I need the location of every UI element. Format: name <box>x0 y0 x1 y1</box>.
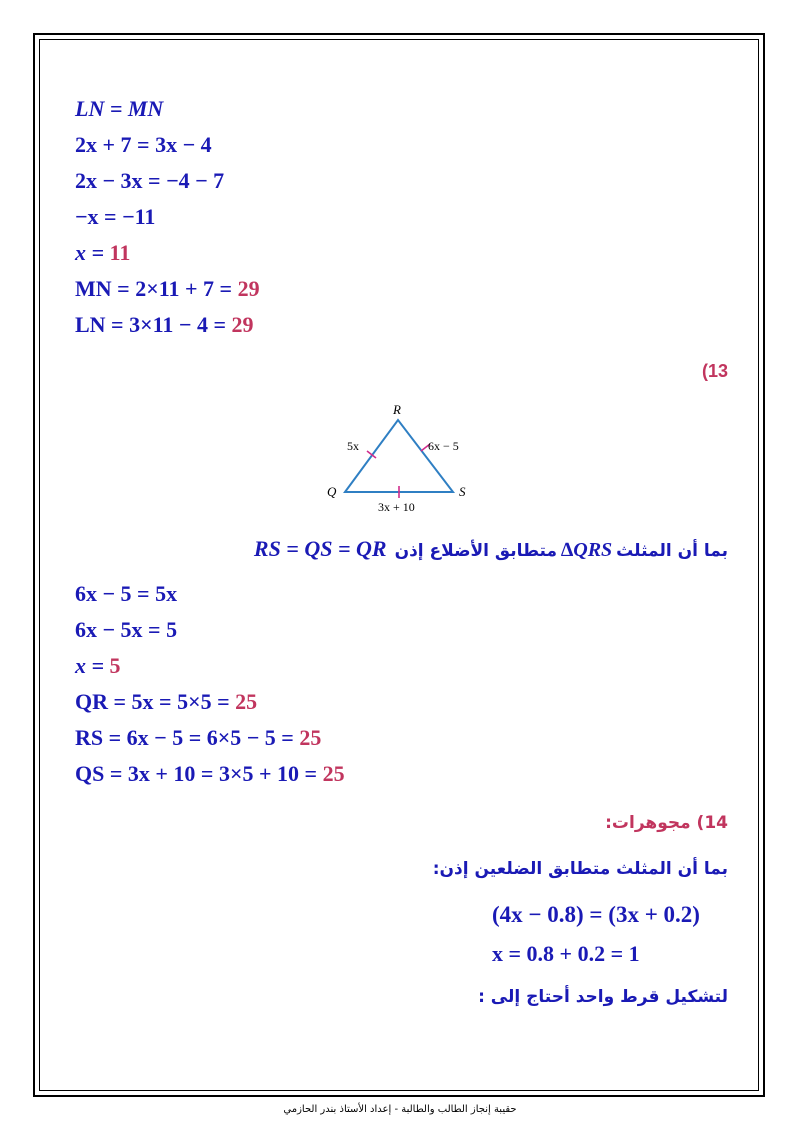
equation-line: (4x − 0.8) = (3x + 0.2) <box>492 902 700 927</box>
equation-line: 2x − 3x = −4 − 7 <box>75 168 225 193</box>
equation-line: QR = 5x = 5×5 = 25 <box>75 689 258 714</box>
equation-line: x = 5 <box>75 653 121 678</box>
page-footer: حقيبة إنجاز الطالب والطالبة - إعداد الأستاذ بندر الحازمي <box>283 1104 517 1115</box>
equation-line: x = 11 <box>75 240 131 265</box>
q13-statement: بما أن المثلث ∆QRS متطابق الأضلاع إذن RS = QS = QR <box>253 536 728 561</box>
equation-line: −x = −11 <box>75 204 156 229</box>
page-border-inner <box>39 39 759 1091</box>
vertex-label-Q: Q <box>327 484 337 499</box>
equation-line: 6x − 5x = 5 <box>75 617 178 642</box>
equation-line: x = 0.8 + 0.2 = 1 <box>492 941 640 966</box>
side-label-QS: 3x + 10 <box>378 500 415 514</box>
side-label-QR: 5x <box>347 439 359 453</box>
equation-line: 6x − 5 = 5x <box>75 581 178 606</box>
q14-heading: 14) مجوهرات: <box>605 813 728 833</box>
equation-line: LN = 3×11 − 4 = 29 <box>75 312 254 337</box>
q14-need-text: لتشكيل قرط واحد أحتاج إلى : <box>478 987 728 1007</box>
question-number: (13 <box>701 361 728 381</box>
q14-statement: بما أن المثلث متطابق الضلعين إذن: <box>432 859 728 879</box>
vertex-label-R: R <box>393 402 401 417</box>
vertex-label-S: S <box>459 484 466 499</box>
equation-line: 2x + 7 = 3x − 4 <box>75 132 212 157</box>
triangle-diagram <box>320 398 480 518</box>
equation-line: LN = MN <box>75 96 164 121</box>
side-label-RS: 6x − 5 <box>428 439 459 453</box>
equation-line: QS = 3x + 10 = 3×5 + 10 = 25 <box>75 761 345 786</box>
equation-line: RS = 6x − 5 = 6×5 − 5 = 25 <box>75 725 322 750</box>
equation-line: MN = 2×11 + 7 = 29 <box>75 276 260 301</box>
